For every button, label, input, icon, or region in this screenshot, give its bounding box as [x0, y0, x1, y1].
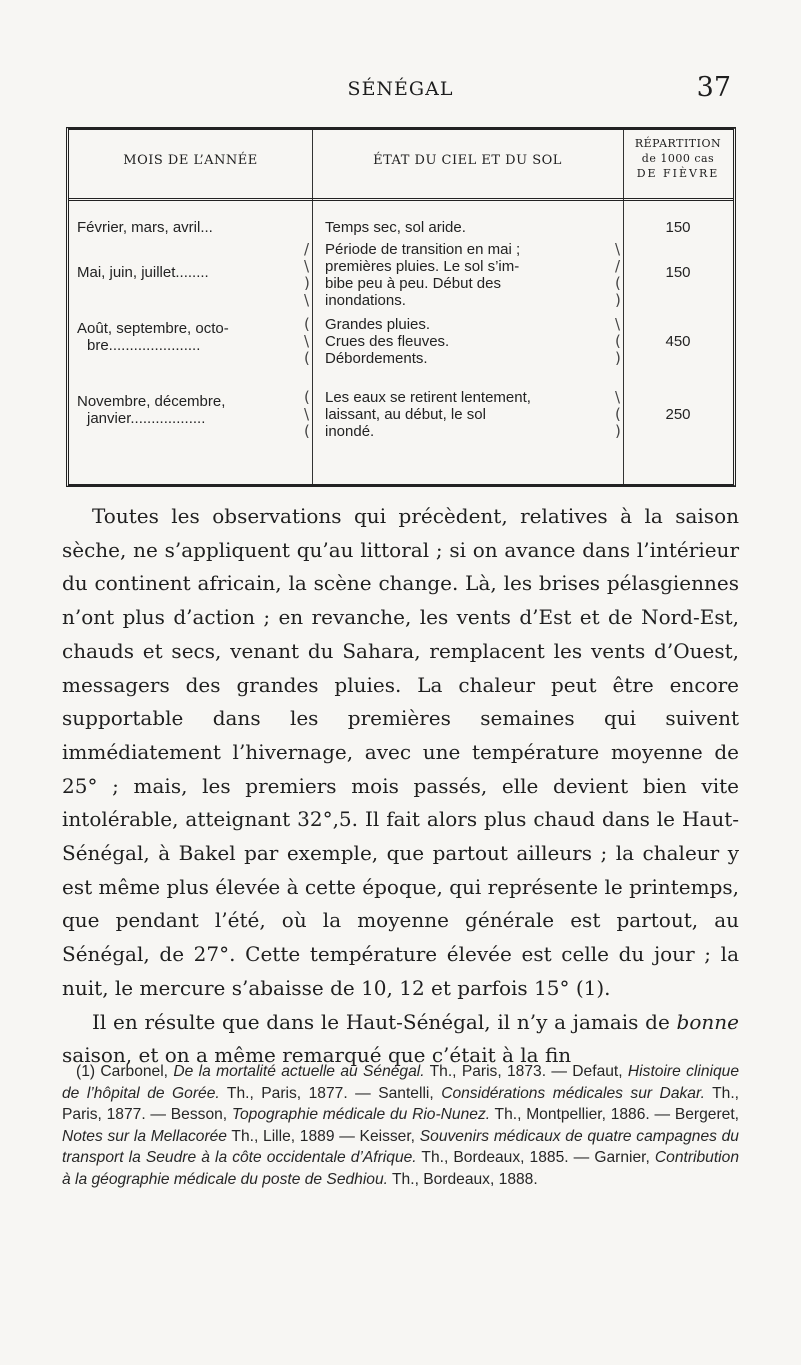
row-3-months-line: bre......................: [87, 337, 201, 354]
row-4-months-line: Novembre, décembre,: [77, 393, 226, 410]
footnote-references: [62, 1063, 739, 1188]
header-distribution-line2: de 1000 cas: [641, 152, 715, 165]
footnote-text: Th., Bordeaux, 1888.: [387, 1170, 538, 1188]
footnote-text: Th., Bordeaux, 1885. — Garnier,: [416, 1149, 655, 1166]
row-4-sky-line: Les eaux se retirent lentement,: [325, 389, 531, 406]
left-brace: ( \ (: [304, 388, 310, 440]
row-1-months: Février, mars, avril...: [77, 219, 213, 236]
footnote: [62, 1061, 739, 1190]
row-4-cases: 250: [665, 406, 691, 423]
row-2-sky-line: inondations.: [325, 292, 406, 309]
footnote-text: Th., Montpellier, 1886. — Bergeret,: [490, 1106, 739, 1123]
left-brace: ( \ (: [304, 315, 310, 367]
footnote-marker: (1): [76, 1063, 96, 1080]
footnote-title: Topographie médicale du Rio-Nunez.: [231, 1106, 491, 1123]
row-2-sky-line: bibe peu à peu. Début des: [325, 275, 501, 292]
footnote-title: Souvenirs médicaux de quatre campagnes du transport la Seudre à la côte occidentale d’Afrique.: [62, 1127, 739, 1166]
footnote-title: Histoire clinique de l’hôpital de Gorée.: [62, 1063, 739, 1102]
left-brace: / \ ) \: [304, 240, 310, 309]
row-4-sky: [325, 389, 531, 440]
column-rule: [312, 130, 313, 484]
footnote-text: Th., Paris, 1877. — Besson,: [62, 1084, 739, 1123]
running-title: SÉNÉGAL: [347, 78, 454, 100]
row-2-sky: [325, 241, 520, 309]
row-2-months: Mai, juin, juillet........: [77, 264, 209, 281]
row-2-sky-line: premières pluies. Le sol s’im-: [325, 258, 520, 275]
footnote-title: Contribution à la géographie médicale du poste de Sedhiou.: [62, 1149, 739, 1188]
row-1-sky: Temps sec, sol aride.: [325, 219, 466, 236]
right-brace: \ ( ): [615, 388, 621, 440]
paragraph-2-start: Il en résulte que dans le Haut-Sénégal, il n’y a jamais de: [92, 1009, 677, 1034]
row-2-cases: 150: [665, 264, 691, 281]
paragraph-2-end: saison, et on a même remarqué que c’était à la fin: [62, 1043, 572, 1068]
header-sky: ÉTAT DU CIEL ET DU SOL: [373, 153, 562, 168]
row-1-cases: 150: [665, 219, 691, 236]
footnote-paragraph: [62, 1061, 739, 1190]
row-3-sky-line: Débordements.: [325, 350, 428, 367]
footnote-title: De la mortalité actuelle au Sénégal.: [173, 1063, 425, 1080]
row-3-months: [77, 320, 229, 354]
paragraph-1: Toutes les observations qui précèdent, relatives à la saison sèche, ne s’appliquent qu’au littoral ; si on avance dans l’intérieur du continent africain, la scène change. Là, les brises pélasgiennes n’ont plus d’action ; en revanche, les vents d’Est et de Nord-Est, chauds et secs, venant du Sahara, remplacent les vents d’Ouest, messagers des grandes pluies. La chaleur peut être encore supportable dans les premières semaines qui suivent immédiatement l’hivernage, avec une température moyenne de 25° ; mais, les premiers mois passés, elle devient bien vite intolérable, atteignant 32°,5. Il fait alors plus chaud dans le Haut-Sénégal, à Bakel par exemple, que partout ailleurs ; la chaleur y est même plus élevée à cette époque, qui représente le printemps, que pendant l’été, où la moyenne générale est partout, au Sénégal, de 27°. Cette température élevée est celle du jour ; la nuit, le mercure s’abaisse de 10, 12 et parfois 15° (1).: [62, 504, 739, 1000]
row-2-sky-line: Période de transition en mai ;: [325, 241, 521, 258]
header-distribution: [623, 136, 733, 181]
right-brace: \ / ( ): [615, 240, 621, 309]
row-3-sky-line: Crues des fleuves.: [325, 333, 450, 350]
footnote-text: Th., Lille, 1889 — Keisser,: [226, 1127, 420, 1145]
header-rule: [69, 198, 733, 201]
body-text: [62, 500, 739, 1073]
row-4-months-line: janvier..................: [87, 410, 206, 427]
header-distribution-line1: RÉPARTITION: [634, 137, 722, 150]
fever-distribution-table: [66, 127, 736, 487]
row-3-cases: 450: [665, 333, 691, 350]
footnote-title: Notes sur la Mellacorée: [62, 1127, 227, 1145]
paragraph-2-emphasis: bonne: [676, 1009, 739, 1034]
row-3-sky-line: Grandes pluies.: [325, 316, 431, 333]
footnote-text: Th., Paris, 1877. — Santelli,: [219, 1084, 442, 1102]
right-brace: \ ( ): [615, 315, 621, 367]
header-distribution-line3: DE FIÈVRE: [636, 167, 720, 180]
footnote-title: Considérations médicales sur Dakar.: [441, 1084, 705, 1102]
header-months: MOIS DE L’ANNÉE: [123, 153, 258, 168]
page-number: 37: [696, 72, 731, 103]
footnote-text: Carbonel,: [100, 1063, 174, 1080]
row-3-sky: [325, 316, 449, 367]
running-header: [0, 72, 801, 112]
row-4-sky-line: laissant, au début, le sol: [325, 406, 486, 423]
row-4-months: [77, 393, 225, 427]
column-rule: [623, 130, 624, 484]
row-3-months-line: Août, septembre, octo-: [77, 320, 229, 337]
footnote-text: Th., Paris, 1873. — Defaut,: [424, 1063, 628, 1080]
row-4-sky-line: inondé.: [325, 423, 375, 440]
